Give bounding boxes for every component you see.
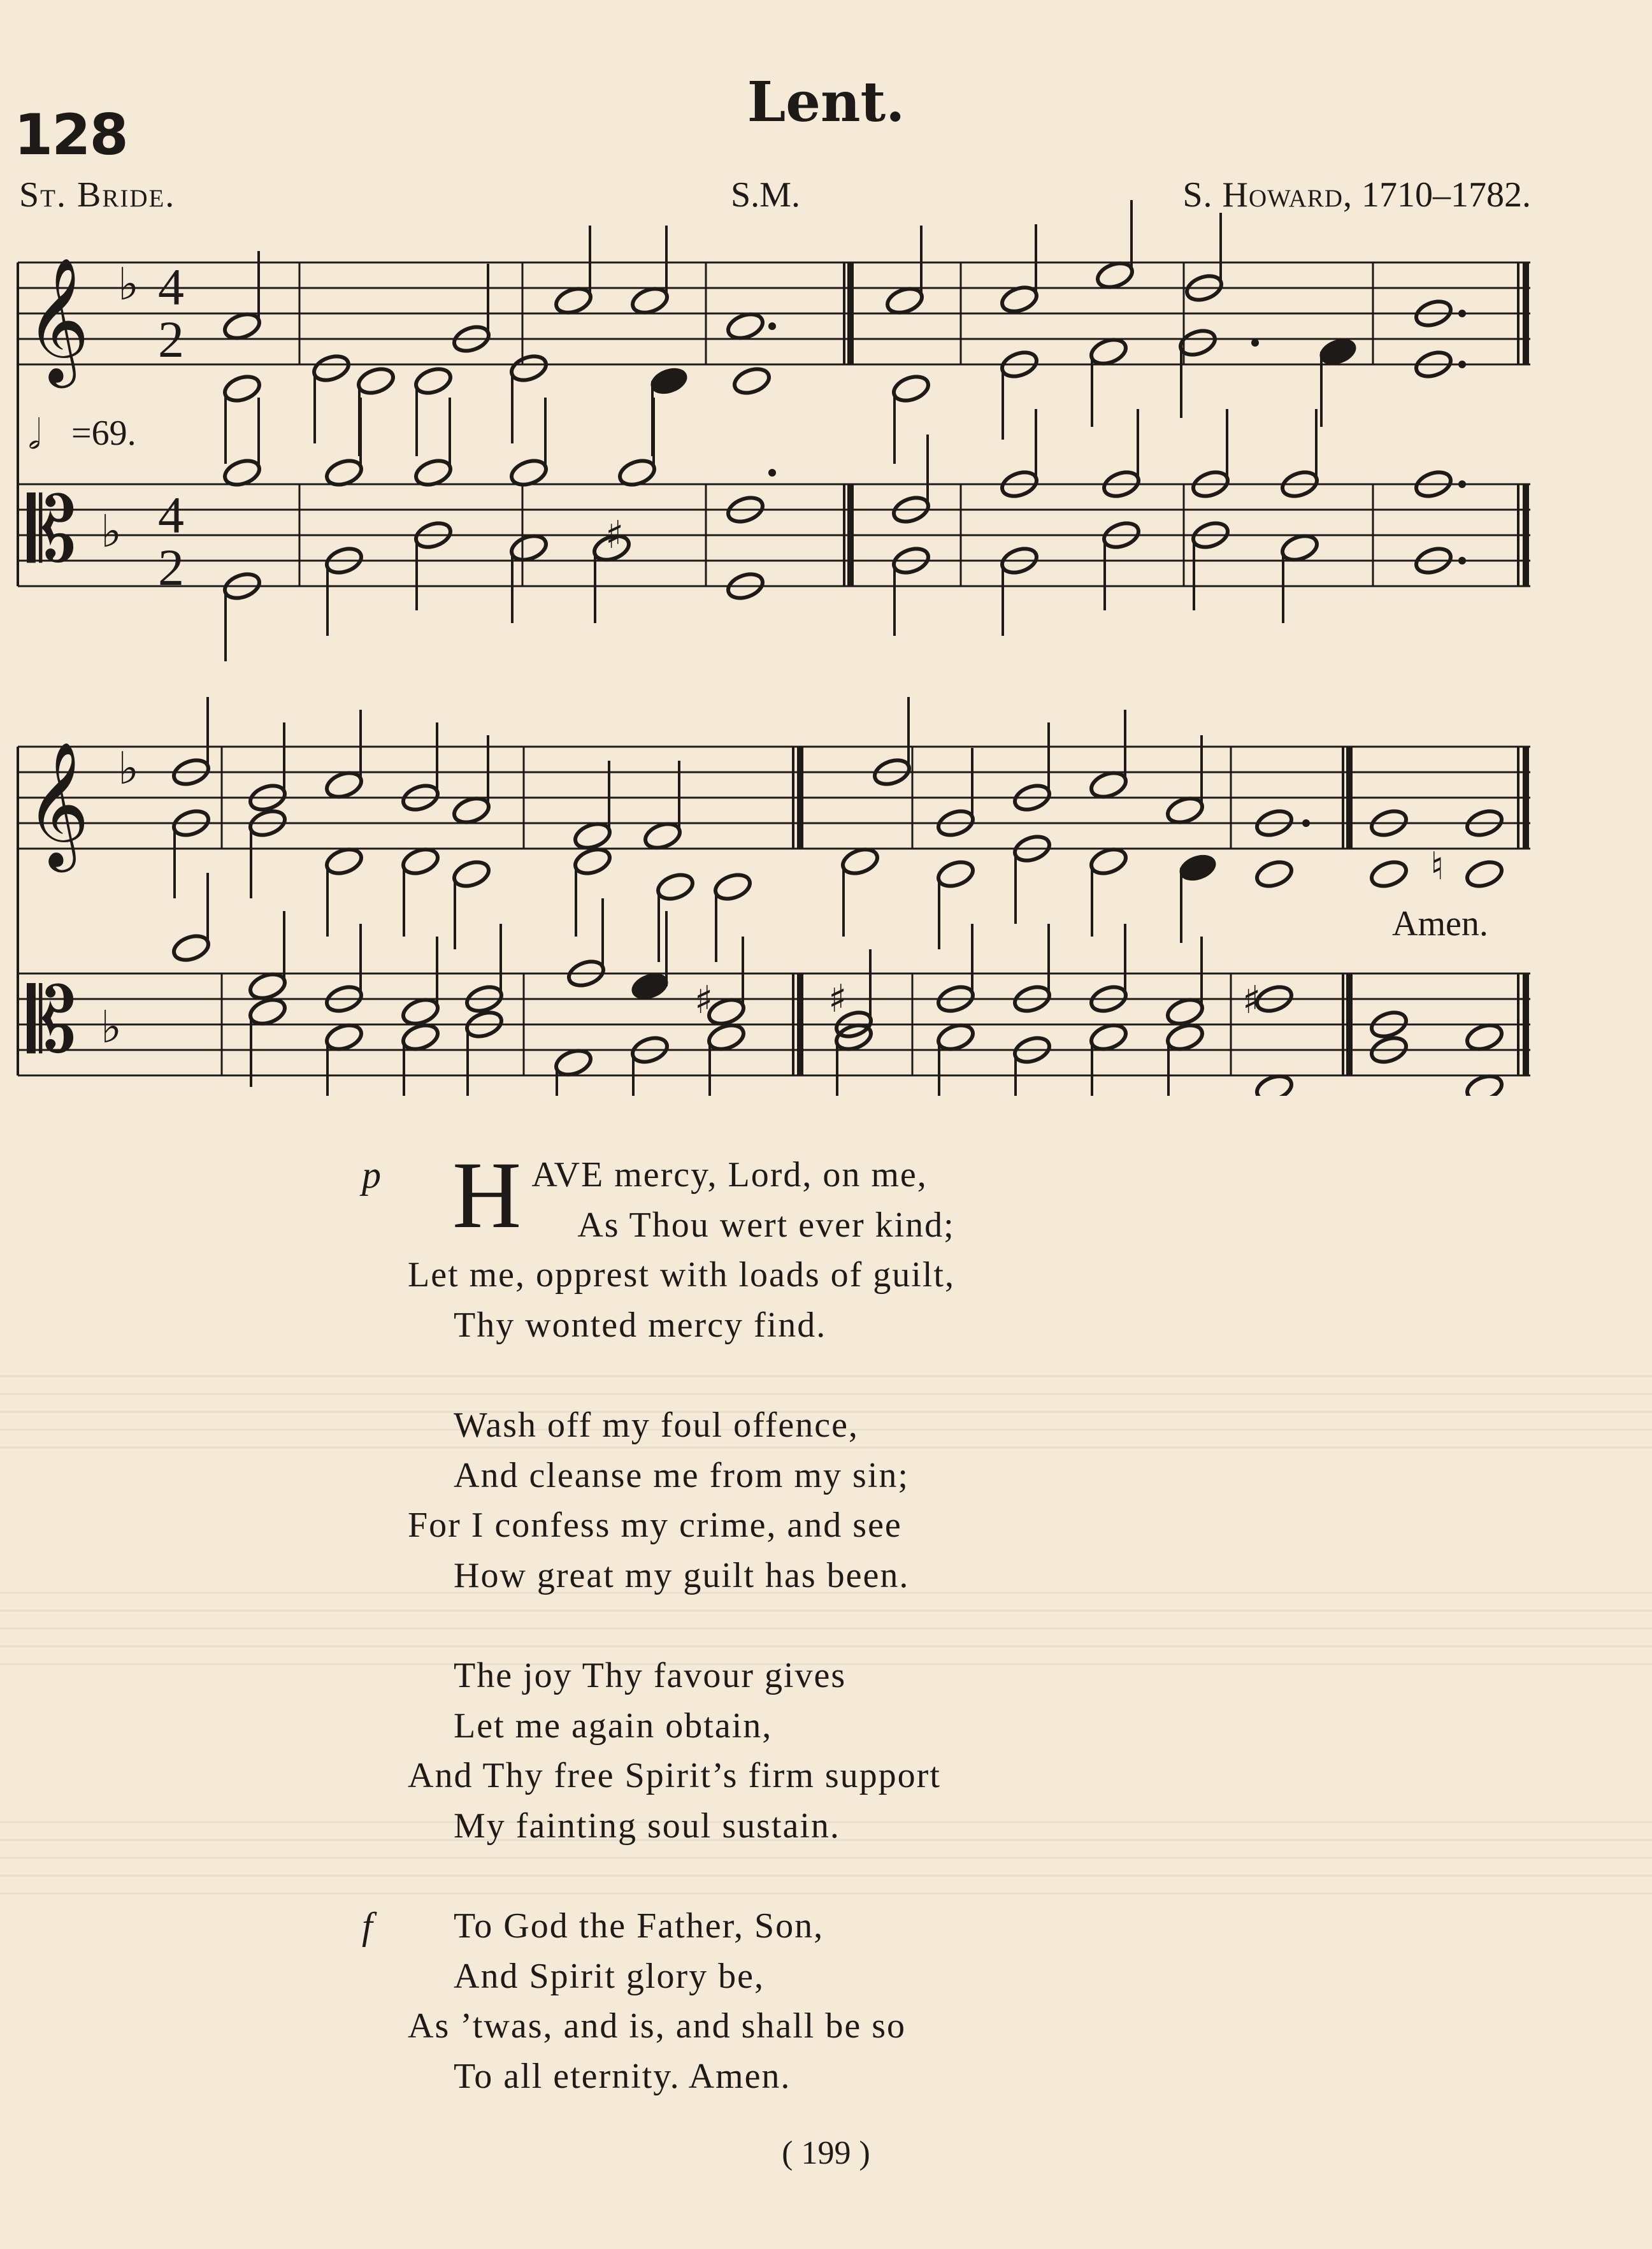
augmentation-dot bbox=[768, 469, 776, 477]
notehead bbox=[1088, 845, 1129, 877]
notehead bbox=[840, 845, 880, 877]
tempo-marking: =69. bbox=[71, 413, 136, 453]
notehead bbox=[247, 970, 288, 1002]
composer-name: S. Howard, bbox=[1182, 175, 1353, 215]
flat-icon: ♭ bbox=[101, 1001, 122, 1053]
notehead bbox=[655, 870, 696, 903]
verse-line: AVE mercy, Lord, on me, bbox=[531, 1155, 928, 1195]
verse-line: To all eternity. Amen. bbox=[454, 2056, 791, 2096]
verse-1 bbox=[362, 1150, 955, 1350]
notehead bbox=[712, 870, 753, 903]
verse-line: Wash off my foul offence, bbox=[454, 1405, 859, 1445]
notehead bbox=[508, 352, 549, 384]
time-signature-bottom: 2 bbox=[158, 538, 184, 596]
notehead bbox=[400, 845, 441, 877]
dynamic-marking: f bbox=[362, 1905, 374, 1947]
notehead bbox=[1464, 1021, 1505, 1053]
notehead bbox=[1088, 335, 1129, 368]
notehead bbox=[649, 364, 689, 397]
drop-cap: H bbox=[452, 1150, 523, 1248]
notehead bbox=[731, 364, 772, 397]
notehead bbox=[451, 858, 492, 890]
notehead bbox=[572, 819, 613, 852]
bass-clef-icon: 𝄡 bbox=[27, 478, 77, 582]
time-signature-bottom: 2 bbox=[158, 310, 184, 368]
notehead bbox=[553, 284, 594, 317]
sharp-icon: ♯ bbox=[605, 513, 624, 557]
notehead bbox=[629, 284, 670, 317]
augmentation-dot bbox=[1458, 557, 1466, 564]
notehead bbox=[1279, 531, 1320, 564]
notehead bbox=[1165, 1021, 1205, 1053]
verse-line: For I confess my crime, and see bbox=[408, 1505, 902, 1545]
hymn-number: 128 bbox=[14, 102, 127, 168]
page-number: ( 199 ) bbox=[782, 2135, 870, 2171]
flat-icon: ♭ bbox=[101, 505, 122, 557]
notehead bbox=[324, 768, 364, 801]
treble-clef-icon: 𝄞 bbox=[25, 257, 90, 383]
verse-line: And Thy free Spirit’s firm support bbox=[408, 1756, 941, 1795]
augmentation-dot bbox=[1302, 819, 1310, 827]
notehead bbox=[222, 310, 262, 342]
notehead bbox=[1165, 995, 1205, 1028]
time-signature-top: 4 bbox=[158, 258, 184, 316]
dynamic-marking: p bbox=[362, 1154, 382, 1196]
notehead bbox=[572, 845, 613, 877]
augmentation-dot bbox=[1458, 361, 1466, 368]
flat-icon: ♭ bbox=[118, 742, 140, 794]
sharp-icon: ♯ bbox=[1242, 978, 1261, 1023]
verse-line: The joy Thy favour gives bbox=[454, 1656, 847, 1695]
verse-line: Let me, opprest with loads of guilt, bbox=[408, 1255, 955, 1295]
notehead bbox=[247, 995, 288, 1028]
notehead bbox=[451, 794, 492, 826]
tune-name: St. Bride. bbox=[19, 175, 176, 215]
notehead bbox=[725, 310, 766, 342]
notehead bbox=[356, 364, 396, 397]
notehead bbox=[171, 931, 212, 964]
notehead bbox=[935, 1021, 976, 1053]
system2-bass-staff bbox=[18, 974, 1530, 1075]
augmentation-dot bbox=[768, 322, 776, 330]
time-signature-top: 4 bbox=[158, 486, 184, 544]
verse-line: Thy wonted mercy find. bbox=[454, 1305, 827, 1345]
verse-line: To God the Father, Son, bbox=[454, 1906, 824, 1946]
amen-label: Amen. bbox=[1392, 904, 1488, 944]
hymn-text bbox=[362, 1150, 955, 2152]
verse-line: Let me again obtain, bbox=[454, 1706, 773, 1746]
notehead bbox=[884, 284, 925, 317]
notehead bbox=[1165, 794, 1205, 826]
notehead bbox=[413, 364, 454, 397]
notehead bbox=[400, 995, 441, 1028]
verse-line: How great my guilt has been. bbox=[454, 1555, 910, 1595]
notes-layer bbox=[171, 200, 1505, 1096]
verse-4 bbox=[362, 1901, 955, 2101]
notehead bbox=[629, 970, 670, 1002]
notehead bbox=[1318, 335, 1358, 368]
notehead bbox=[1095, 259, 1135, 291]
notehead bbox=[1088, 768, 1129, 801]
notehead bbox=[1177, 851, 1218, 884]
verse-line: As ’twas, and is, and shall be so bbox=[408, 2006, 906, 2046]
meter: S.M. bbox=[731, 175, 800, 215]
verse-line: And cleanse me from my sin; bbox=[454, 1455, 909, 1495]
half-note-icon: 𝅗𝅥 bbox=[28, 412, 41, 459]
sharp-icon: ♯ bbox=[694, 978, 714, 1023]
notehead bbox=[324, 845, 364, 877]
natural-icon: ♮ bbox=[1430, 844, 1444, 889]
verse-line: And Spirit glory be, bbox=[454, 1956, 765, 1996]
notehead bbox=[311, 352, 352, 384]
sharp-icon: ♯ bbox=[828, 977, 847, 1021]
augmentation-dot bbox=[1251, 339, 1259, 347]
verse-line: My fainting soul sustain. bbox=[454, 1806, 840, 1846]
composer-dates: 1710–1782. bbox=[1361, 175, 1531, 215]
bass-clef-icon: 𝄡 bbox=[27, 969, 77, 1073]
verse-line: As Thou wert ever kind; bbox=[577, 1205, 955, 1245]
notehead bbox=[400, 1021, 441, 1053]
verse-3 bbox=[408, 1651, 955, 1851]
notehead bbox=[706, 1021, 747, 1053]
system2-treble-staff bbox=[18, 747, 1530, 849]
notehead bbox=[222, 372, 262, 405]
treble-clef-icon: 𝄞 bbox=[25, 741, 90, 867]
augmentation-dot bbox=[1458, 480, 1466, 488]
notehead bbox=[1464, 858, 1505, 890]
season-title: Lent. bbox=[747, 70, 905, 134]
verse-2 bbox=[408, 1400, 955, 1600]
notehead bbox=[1368, 858, 1409, 890]
notehead bbox=[508, 531, 549, 564]
notehead bbox=[935, 858, 976, 890]
augmentation-dot bbox=[1458, 310, 1466, 317]
notehead bbox=[891, 372, 931, 405]
notehead bbox=[1254, 858, 1295, 890]
notehead bbox=[1088, 1021, 1129, 1053]
notehead bbox=[642, 819, 683, 852]
flat-icon: ♭ bbox=[118, 258, 140, 310]
notehead bbox=[324, 1021, 364, 1053]
notehead bbox=[553, 1046, 594, 1079]
